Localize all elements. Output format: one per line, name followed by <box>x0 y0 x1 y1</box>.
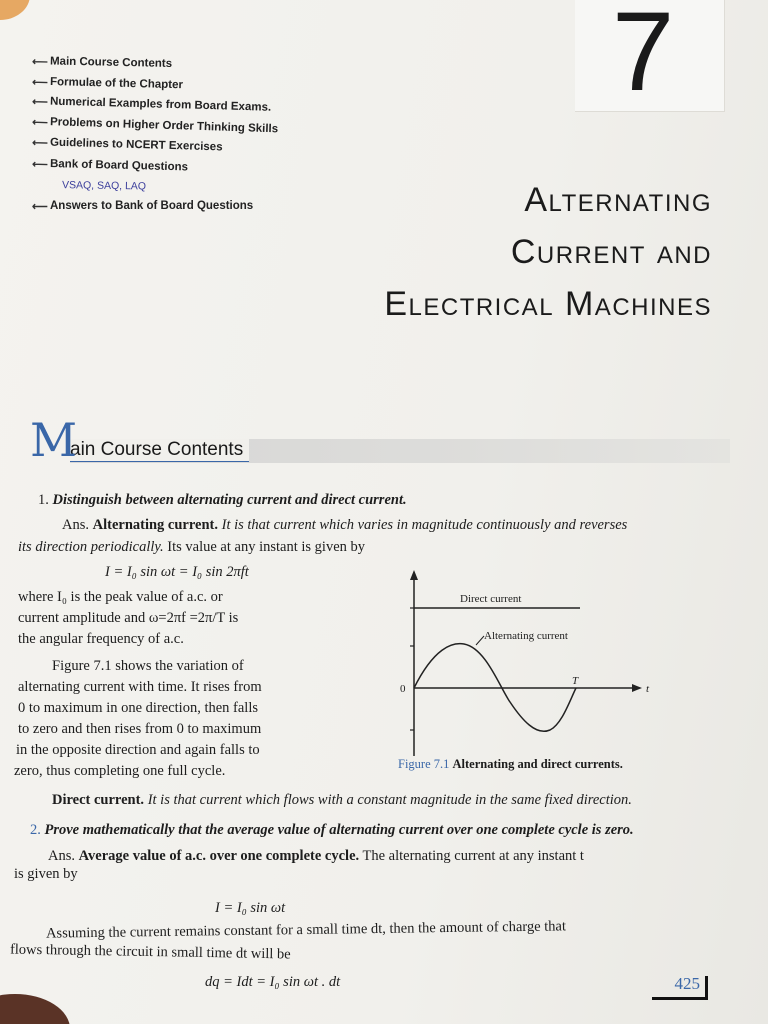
toc-sub-item: VSAQ, SAQ, LAQ <box>61 178 147 193</box>
chapter-title-line: Electrical Machines <box>384 285 712 323</box>
toc-item[interactable]: ⟵ Numerical Examples from Board Exams. <box>31 95 272 115</box>
page-corner-shadow <box>0 0 30 20</box>
answer-1-line: 0 to maximum in one direction, then falls <box>18 700 259 716</box>
answer-1-line: zero, thus completing one full cycle. <box>14 763 226 779</box>
origin-label: 0 <box>400 683 406 695</box>
dc-label: Direct current <box>460 593 522 605</box>
answer-2-line: is given by <box>14 866 78 882</box>
t-axis-label: t <box>646 683 650 695</box>
chapter-contents-list <box>32 54 312 217</box>
page-number: 425 <box>652 974 708 1000</box>
figure-caption: Figure 7.1 Alternating and direct currents. <box>398 757 623 771</box>
answer-1-line: in the opposite direction and again falls to <box>16 742 260 758</box>
arrow-left-icon: ⟵ <box>32 200 48 213</box>
arrow-left-icon: ⟵ <box>31 75 48 89</box>
answer-1-line: Figure 7.1 shows the variation of <box>52 658 244 674</box>
question-1: 1. Distinguish between alternating current and direct current. <box>38 492 407 508</box>
period-label: T <box>572 675 579 687</box>
answer-1-line: Ans. Alternating current. It is that current which varies in magnitude continuously and reverses <box>62 517 628 533</box>
answer-2-line: flows through the circuit in small time dt will be <box>9 941 291 963</box>
answer-2-line: Ans. Average value of a.c. over one complete cycle. The alternating current at any instant t <box>48 848 584 864</box>
figure-ac-dc-graph <box>390 568 660 758</box>
equation: dq = Idt = I₀ sin ωt . dt <box>205 974 341 990</box>
ac-label-leader <box>476 636 484 645</box>
toc-item[interactable]: ⟵ Problems on Higher Order Thinking Skills <box>31 115 279 136</box>
answer-1-line: its direction periodically. Its value at any instant is given by <box>18 539 366 555</box>
section-heading-initial: M <box>30 413 78 467</box>
arrow-left-icon: ⟵ <box>31 115 49 129</box>
answer-1-line: to zero and then rises from 0 to maximum <box>18 721 262 737</box>
section-heading-text: ain Course Contents <box>70 439 249 462</box>
page-corner-shadow <box>0 994 70 1024</box>
toc-item[interactable]: ⟵ Formulae of the Chapter <box>31 75 184 92</box>
chapter-number: 7 <box>612 0 675 114</box>
arrow-left-icon: ⟵ <box>31 136 48 150</box>
arrow-left-icon: ⟵ <box>31 95 48 109</box>
answer-1-line: current amplitude and ω=2πf =2π/T is <box>18 610 239 626</box>
toc-item[interactable]: ⟵ Main Course Contents <box>31 55 173 71</box>
y-axis-arrow <box>410 570 418 580</box>
arrow-left-icon: ⟵ <box>31 55 48 69</box>
toc-item[interactable]: ⟵ Answers to Bank of Board Questions <box>32 200 254 213</box>
toc-item[interactable]: ⟵ Bank of Board Questions <box>31 157 189 174</box>
equation: I = I₀ sin ωt <box>215 900 286 916</box>
answer-2-line: Assuming the current remains constant for a small time dt, then the amount of charge that <box>45 918 567 942</box>
question-2: 2. Prove mathematically that the average value of alternating current over one complete cycle is zero. <box>30 822 634 838</box>
chapter-title <box>272 174 712 330</box>
arrow-left-icon: ⟵ <box>31 157 48 171</box>
answer-1-line: Direct current. It is that current which flows with a constant magnitude in the same fixed direction. <box>52 792 632 808</box>
x-axis-arrow <box>632 684 642 692</box>
section-heading <box>30 413 700 469</box>
equation: I = I₀ sin ωt = I₀ sin 2πft <box>105 564 249 580</box>
answer-1-line: alternating current with time. It rises from <box>18 679 262 695</box>
ac-label: Alternating current <box>484 630 568 642</box>
answer-1-line: where I₀ is the peak value of a.c. or <box>18 589 223 605</box>
answer-1-line: the angular frequency of a.c. <box>18 631 184 647</box>
chapter-title-line: Alternating <box>524 181 712 219</box>
chapter-title-line: Current and <box>510 233 712 271</box>
toc-item[interactable]: ⟵ Guidelines to NCERT Exercises <box>31 136 223 154</box>
